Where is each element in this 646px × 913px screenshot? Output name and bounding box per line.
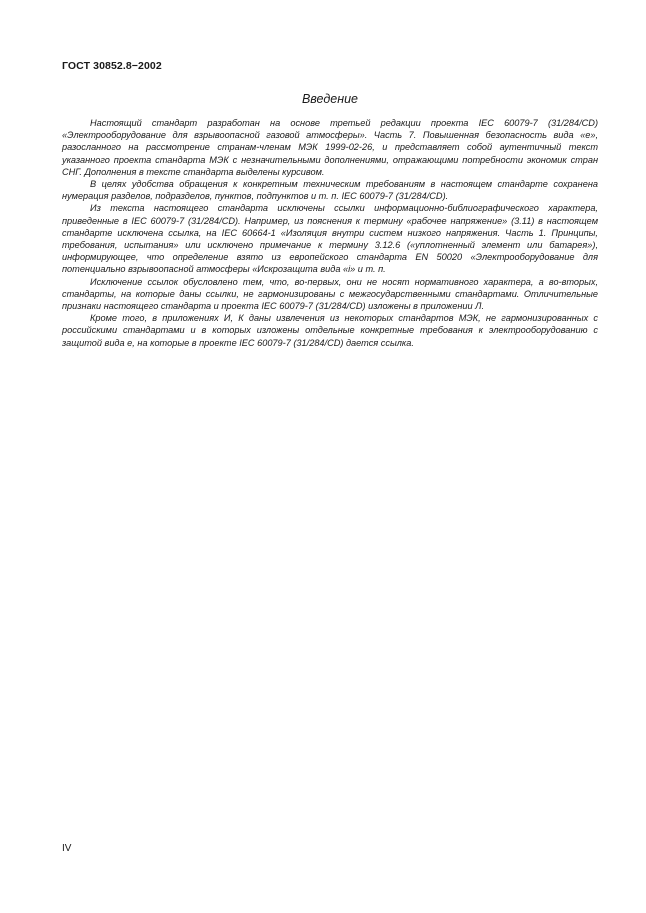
paragraph-2: В целях удобства обращения к конкретным техническим требованиям в настоящем стандарте сохранена нумерация разделов, подразделов, пунктов, подпунктов и т. п. IEC 60079-7 (31/284/CD). — [62, 179, 598, 202]
paragraph-4: Исключение ссылок обусловлено тем, что, во-первых, они не носят нормативного характера, а во-вторых, стандарты, на которые даны ссылки, не гармонизированы с межгосударственными стандартами. Отличительные признаки настоящего стандарта и проекта IEC 60079-7 (31/284/CD) изложены в приложении Л. — [62, 276, 598, 312]
paragraph-5: Кроме того, в приложениях И, К даны извлечения из некоторых стандартов МЭК, не гармонизированных с российскими стандартами и в которых изложены отдельные конкретные требования к электрооборудованию с защитой вида е, на которые в проекте IEC 60079-7 (31/284/CD) дается ссылка. — [62, 313, 598, 348]
section-title: Введение — [301, 92, 359, 106]
introduction-body — [62, 117, 598, 349]
page-number: IV — [62, 843, 72, 854]
document-header: ГОСТ 30852.8−2002 — [62, 60, 162, 72]
paragraph-3: Из текста настоящего стандарта исключены ссылки информационно-библиографического характера, приведенные в IEC 60079-7 (31/284/CD). Например, из пояснения к термину «рабочее напряжение» (3.11) в настоящем стандарте исключена ссылка, на IEC 60664-1 «Изоляция внутри систем низкого напряжения. Часть 1. Принципы, требования, испытания» или исключено примечание к термину 3.12.6 («уплотненный элемент или батарея»), информирующее, что определение взято из европейского стандарта EN 50020 «Электрооборудование для потенциально взрывоопасной атмосферы «Искрозащита вида «i» и т. п. — [62, 203, 598, 275]
paragraph-1: Настоящий стандарт разработан на основе третьей редакции проекта IEC 60079-7 (31/284/CD) «Электрооборудование для взрывоопасной газовой атмосферы». Часть 7. Повышенная безопасность вида «е», разосланного на рассмотрение странам-членам МЭК 1999-02-26, и представляет собой аутентичный текст указанного проекта стандарта МЭК с незначительными дополнениями, отражающими потребности экономик стран СНГ. Дополнения в тексте стандарта выделены курсивом. — [62, 118, 598, 177]
